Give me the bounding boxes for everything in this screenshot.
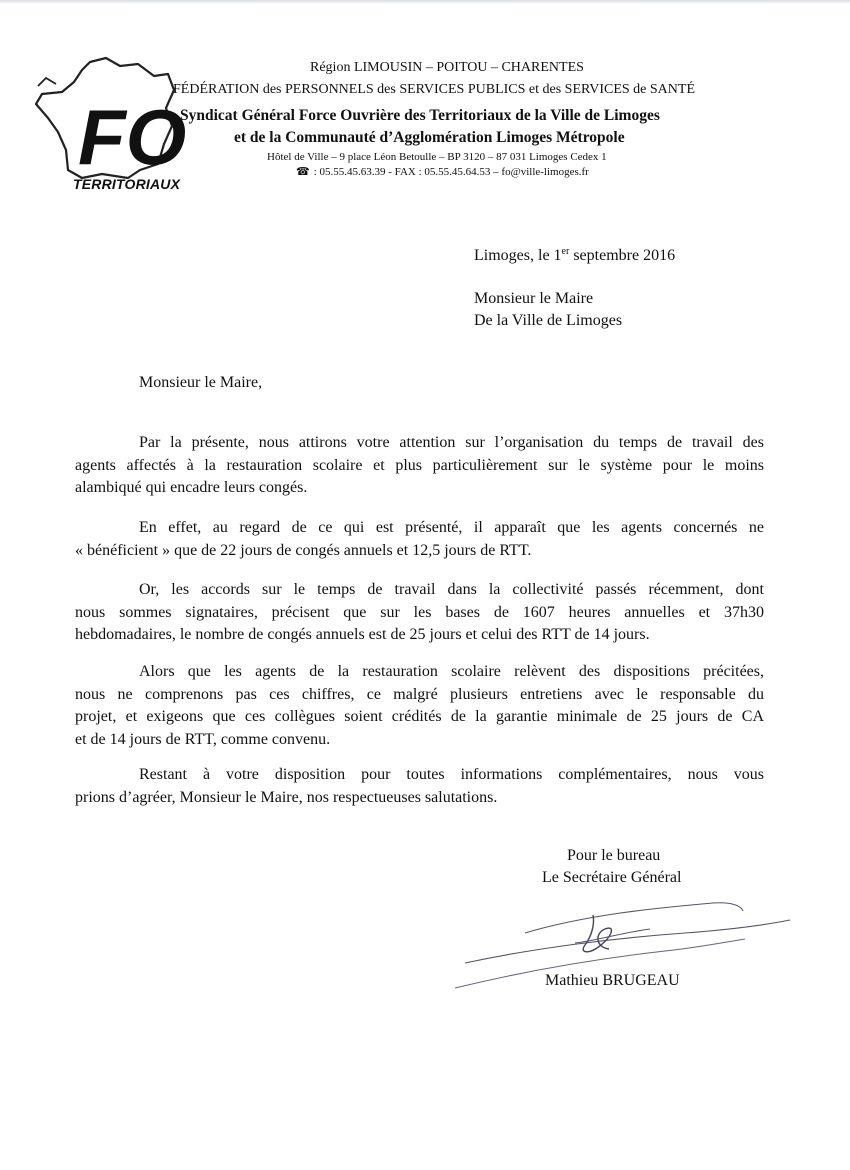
- header-syndicat-line1: Syndicat Général Force Ouvrière des Territoriaux de la Ville de Limoges: [180, 107, 660, 124]
- salutation: Monsieur le Maire,: [139, 374, 263, 391]
- header-contact: [296, 165, 589, 178]
- date-suffix: septembre 2016: [569, 247, 676, 264]
- date-prefix: Limoges, le 1: [474, 247, 562, 264]
- closing-line2: Le Secrétaire Général: [542, 869, 682, 886]
- paragraph-line: Par la présente, nous attirons votre attention sur l’organisation du temps de travail des: [139, 434, 764, 451]
- paragraph-line: hebdomadaires, le nombre de congés annuels est de 25 jours et celui des RTT de 14 jours.: [75, 626, 650, 643]
- fo-brand-text: FO: [78, 93, 187, 181]
- paragraph-line: Alors que les agents de la restauration scolaire relèvent des dispositions précitées,: [139, 663, 764, 680]
- paragraph-line: nous ne comprenons pas ces chiffres, ce malgré plusieurs entretiens avec le responsable du: [75, 685, 764, 703]
- paragraph-2: [75, 517, 764, 562]
- paragraph-line: agents affectés à la restauration scolaire et plus particulièrement sur le système pour le moins: [75, 456, 764, 474]
- paragraph-line: nous sommes signataires, précisent que sur les bases de 1607 heures annuelles et 37h30: [75, 603, 764, 621]
- recipient-line1: Monsieur le Maire: [474, 290, 594, 307]
- header-syndicat-line2: et de la Communauté d’Agglomération Limoges Métropole: [234, 129, 625, 146]
- letter-date: [474, 245, 675, 267]
- paragraph-5: [75, 764, 764, 809]
- closing-line1: Pour le bureau: [567, 847, 661, 864]
- scan-edge: [0, 0, 850, 4]
- paragraph-line: En effet, au regard de ce qui est présenté, il apparaît que les agents concernés ne: [139, 519, 764, 536]
- paragraph-line: Restant à votre disposition pour toutes informations complémentaires, nous vous: [139, 766, 764, 783]
- paragraph-4: [75, 661, 764, 751]
- logo-caption: TERRITORIAUX: [73, 176, 181, 192]
- signer-name: Mathieu BRUGEAU: [545, 972, 680, 989]
- paragraph-3: [75, 579, 764, 647]
- header-address: Hôtel de Ville – 9 place Léon Betoulle – BP 3120 – 87 031 Limoges Cedex 1: [267, 151, 607, 163]
- header-federation: FÉDÉRATION des PERSONNELS des SERVICES PUBLICS et des SERVICES de SANTÉ: [173, 82, 696, 97]
- paragraph-line: Or, les accords sur le temps de travail dans la collectivité passés récemment, dont: [139, 581, 764, 598]
- recipient-line2: De la Ville de Limoges: [474, 312, 623, 329]
- paragraph-line: prions d’agréer, Monsieur le Maire, nos respectueuses salutations.: [75, 788, 498, 806]
- paragraph-line: « bénéficient » que de 22 jours de congés annuels et 12,5 jours de RTT.: [75, 541, 532, 559]
- header-region: Région LIMOUSIN – POITOU – CHARENTES: [310, 60, 584, 75]
- contact-text: : 05.55.45.63.39 - FAX : 05.55.45.64.53 – fo@ville-limoges.fr: [313, 166, 589, 178]
- date-superscript: er: [561, 246, 570, 257]
- paragraph-line: et de 14 jours de RTT, comme convenu.: [75, 730, 331, 748]
- paragraph-1: [75, 432, 764, 500]
- paragraph-line: projet, et exigeons que ces collègues soient crédités de la garantie minimale de 25 jours de CA: [75, 708, 764, 725]
- phone-icon: ☎: [296, 165, 310, 178]
- paragraph-line: alambiqué qui encadre leurs congés.: [75, 479, 308, 496]
